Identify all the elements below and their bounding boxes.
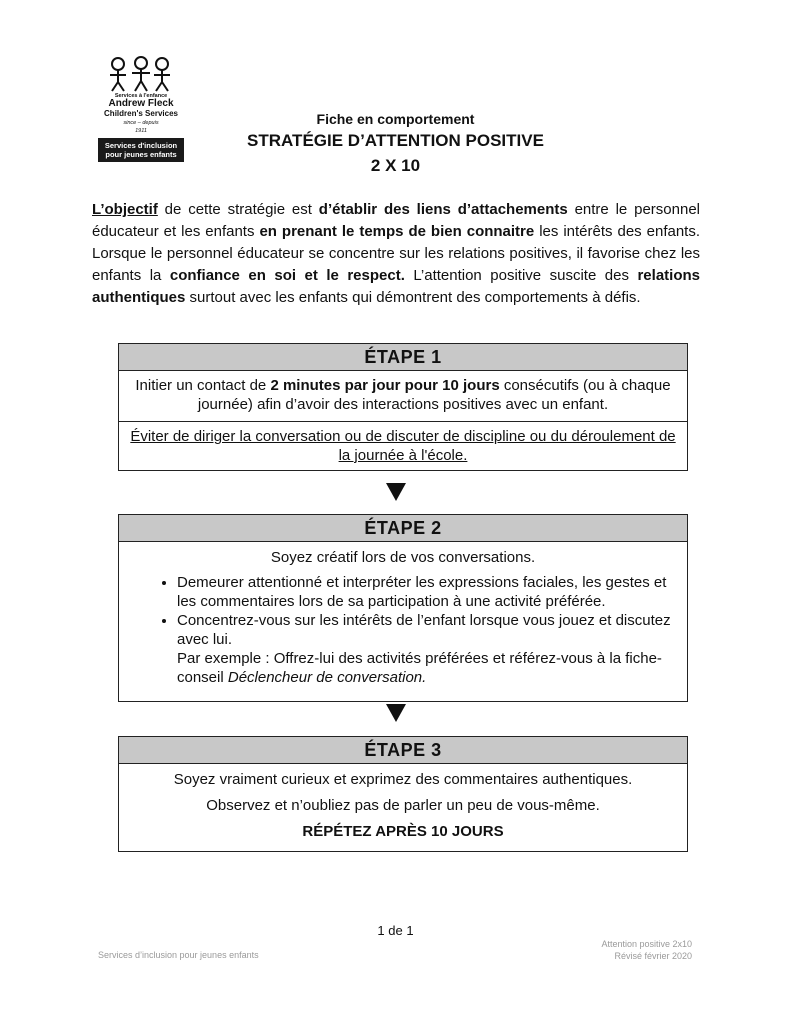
objective-text: les intérêts des enfants. Lorsque le personnel éducateur se concentre sur les relations positives, il favorise chez les enfants la bbox=[92, 223, 701, 284]
step-3-line2: Observez et n’oubliez pas de parler un peu de vous-même. bbox=[206, 797, 600, 814]
logo-line1: Services à l'enfance bbox=[114, 93, 168, 99]
step-3-line1: Soyez vraiment curieux et exprimez des commentaires authentiques. bbox=[173, 771, 633, 788]
list-item-text: Concentrez-vous sur les intérêts de l’enfant lorsque vous jouez et discutez avec lui. bbox=[177, 612, 671, 648]
objective-text: surtout avec les enfants qui démontrent des comportements à défis. bbox=[185, 289, 641, 306]
footer-left: Services d’inclusion pour jeunes enfants bbox=[98, 950, 259, 960]
objective-bold: d’établir des liens d’attachements bbox=[318, 201, 568, 218]
logo-year: 1911 bbox=[135, 128, 147, 134]
step-1-box bbox=[118, 343, 688, 471]
step-2-list bbox=[125, 573, 671, 687]
footer-right bbox=[560, 938, 692, 962]
step-1-title: ÉTAPE 1 bbox=[119, 344, 687, 371]
objective-text: entre le personnel éducateur et les enfants bbox=[92, 201, 700, 240]
logo-since: since – depuis bbox=[123, 120, 159, 126]
children-drawing-icon bbox=[98, 55, 184, 93]
objective-bold: confiance en soi et le respect. bbox=[169, 267, 405, 284]
footer-right-line2: Révisé février 2020 bbox=[614, 951, 692, 961]
page-number: 1 de 1 bbox=[377, 923, 414, 938]
step-2-title: ÉTAPE 2 bbox=[119, 515, 687, 542]
step-1-note bbox=[119, 421, 687, 470]
step-3-title: ÉTAPE 3 bbox=[119, 737, 687, 764]
document-title-2: 2 X 10 bbox=[370, 156, 421, 175]
logo-name: Andrew Fleck bbox=[108, 98, 174, 109]
step-2-content bbox=[119, 542, 687, 701]
down-arrow-icon bbox=[384, 482, 408, 502]
list-item-text: Par exemple : Offrez-lui des activités préférées et référez-vous à la fiche-conseil bbox=[177, 650, 662, 686]
step-3-box bbox=[118, 736, 688, 852]
step-1-text: consécutifs (ou à chaque journée) afin d’avoir des interactions positives avec un enfant. bbox=[197, 377, 671, 413]
step-3-content bbox=[119, 764, 687, 851]
step-1-note-text: Éviter de diriger la conversation ou de discuter de discipline ou du déroulement de la journée à l'école. bbox=[130, 428, 676, 464]
badge-line1: Services d'inclusion bbox=[104, 141, 178, 150]
list-item bbox=[177, 611, 671, 687]
badge-line2: pour jeunes enfants bbox=[105, 150, 177, 159]
step-1-bold: 2 minutes par jour pour 10 jours bbox=[270, 377, 500, 394]
step-1-description bbox=[119, 371, 687, 421]
step-1-text: Initier un contact de bbox=[135, 377, 271, 394]
list-item: • Demeurer attentionné et interpréter les expressions faciales, les gestes et les commentaires lors de sa participation à une activité préférée. bbox=[177, 573, 671, 611]
step-3-line3: RÉPÉTEZ APRÈS 10 JOURS bbox=[302, 823, 504, 840]
footer-right-line1: Attention positive 2x10 bbox=[601, 939, 692, 949]
objective-bold: relations authentiques bbox=[92, 267, 700, 306]
list-item-italic: Déclencheur de conversation. bbox=[227, 669, 427, 686]
logo-name2: Children's Services bbox=[104, 109, 178, 118]
step-2-box bbox=[118, 514, 688, 702]
objective-text: de cette stratégie est bbox=[157, 201, 319, 218]
objective-paragraph bbox=[92, 199, 700, 309]
document-title: STRATÉGIE D’ATTENTION POSITIVE bbox=[247, 131, 544, 150]
step-2-intro: Soyez créatif lors de vos conversations. bbox=[270, 549, 536, 566]
document-subtitle: Fiche en comportement bbox=[316, 111, 475, 127]
objective-text: L’attention positive suscite des bbox=[404, 267, 638, 284]
down-arrow-icon bbox=[384, 703, 408, 723]
objective-bold: en prenant le temps de bien connaitre bbox=[259, 223, 535, 240]
objective-label: L’objectif bbox=[92, 201, 158, 218]
